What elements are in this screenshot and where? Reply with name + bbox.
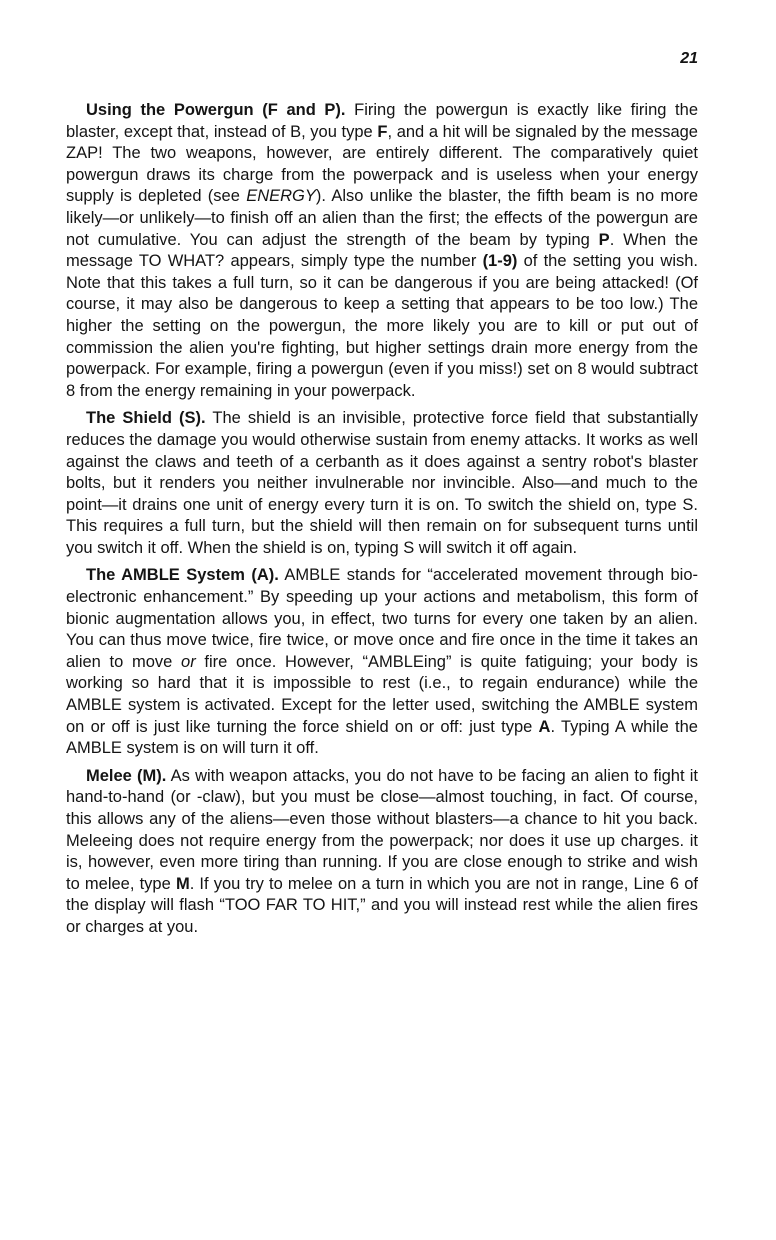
body-segment: . If you try to melee on a turn in which you are not in range, Line 6 of the display will flash “TOO FAR TO HIT,” and you will instead rest while the alien fires or charges at you. [66,874,698,936]
page-number: 21 [680,50,698,67]
bold-key: A [538,717,551,736]
bold-key: F [377,122,388,141]
body-segment: fire once. However, “AMBLEing” is quite fatiguing; your body is working so hard that it is impossible to rest (i.e., to regain endurance) while the AMBLE system is activated. Except for the letter used, switching the AMBLE system on or off is just like turning the force shield on or off: just type [66,652,698,736]
section-title: The Shield (S). [86,409,206,428]
melee-paragraph [66,766,698,939]
body-segment: . Typing A while the AMBLE system is on will turn it off. [66,717,698,758]
body-segment: Firing the powergun is exactly like firing the blaster, except that, instead of B, you type [66,101,698,141]
italic-term: ENERGY [246,187,316,206]
body-segment: AMBLE stands for “accelerated movement through bio-electronic enhancement.” By speeding up your actions and metabolism, this form of bionic augmentation allows you, in effect, two turns for every one taken by an alien. You can thus move twice, fire twice, or move once and fire once in the time it takes an alien to move [66,566,698,671]
body-segment: . When the message TO WHAT? appears, simply type the number [66,230,698,271]
section-title: The AMBLE System (A). [86,566,279,585]
section-title: Using the Powergun (F and P). [86,101,346,119]
bold-key: P [598,230,610,249]
section-title: Melee (M). [86,766,167,785]
body-text [66,100,698,945]
italic-term: or [181,652,196,671]
body-segment: The shield is an invisible, protective force field that substantially reduces the damage you would otherwise sustain from enemy attacks. It works as well against the claws and teeth of a cerbanth as it does against a sentry robot's blaster bolts, but it renders you neither invulnerable nor invincible. Also—and much to the point—it drains one unit of energy every turn it is on. To switch the shield on, type S. This requires a full turn, but the shield will then remain on for subsequent turns until you switch it off. When the shield is on, typing S will switch it off again. [66,409,698,557]
body-segment: of the setting you wish. Note that this takes a full turn, so it can be dangerous if you are being attacked! (Of course, it may also be dangerous to keep a setting that appears to be too low.) The higher the setting on the powergun, the more likely you are to kill or put out of commission the alien you're fighting, but higher settings drain more energy from the powerpack. For example, firing a powergun (even if you miss!) set on 8 would subtract 8 from the energy remaining in your powerpack. [66,252,698,400]
body-segment: ). Also unlike the blaster, the fifth beam is no more likely—or unlikely—to finish off an alien than the first; the effects of the powergun are not cumulative. You can adjust the strength of the beam by typing [66,187,698,249]
body-segment: As with weapon attacks, you do not have to be facing an alien to fight it hand-to-hand (or -claw), but you must be close—almost touching, in fact. Of course, this allows any of the aliens—even those without blasters—a chance to hit you back. Meleeing does not require energy from the powerpack; nor does it use up charges. it is, however, even more tiring than running. If you are close enough to strike and wish to melee, type [66,766,698,893]
bold-key: (1-9) [482,252,518,271]
body-segment: , and a hit will be signaled by the message ZAP! The two weapons, however, are entirely different. The comparatively quiet powergun draws its charge from the powerpack and is useless when your energy supply is depleted (see [66,122,698,206]
amble-paragraph [66,565,698,759]
shield-paragraph [66,408,698,559]
bold-key: M [175,874,190,893]
powergun-paragraph [66,100,698,402]
